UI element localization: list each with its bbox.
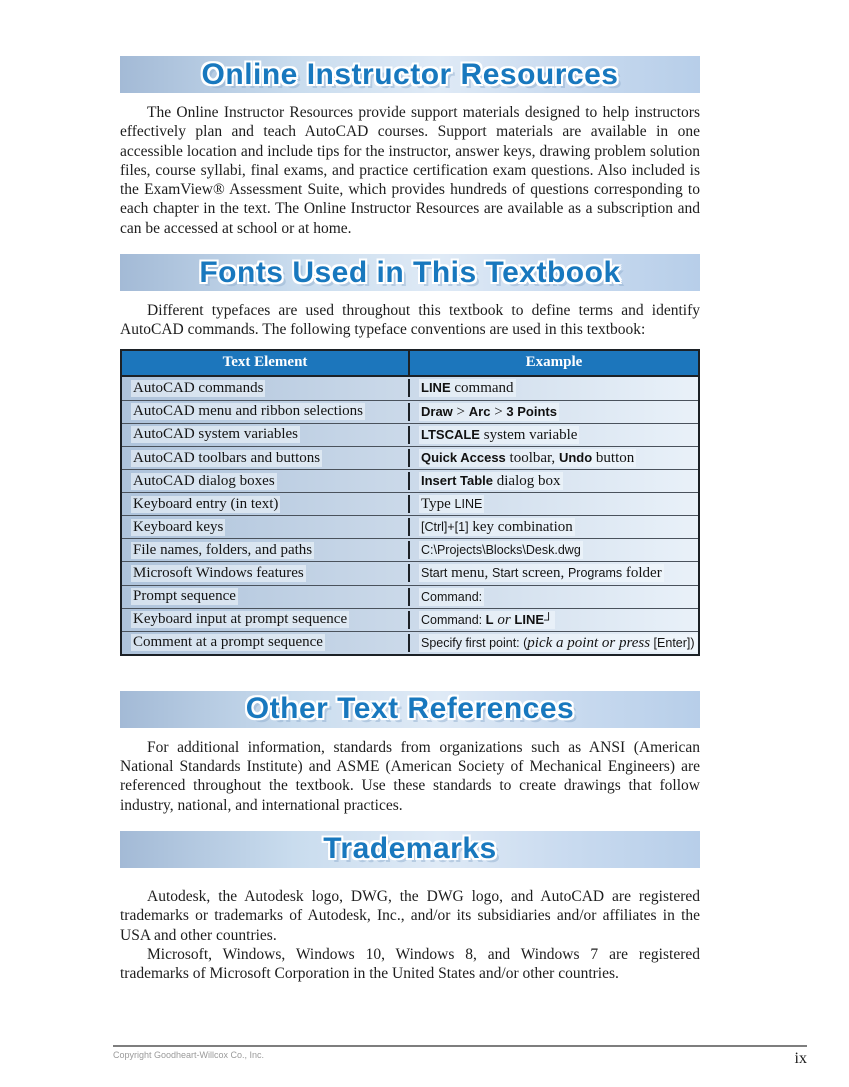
table-cell-example — [408, 495, 698, 513]
text-element-label: AutoCAD toolbars and buttons — [133, 449, 321, 466]
example-text — [419, 472, 563, 490]
example-text — [419, 379, 516, 397]
table-header-row — [122, 351, 698, 377]
text-element-label: AutoCAD dialog boxes — [133, 472, 275, 489]
text-element-label: Keyboard keys — [133, 518, 224, 535]
text-element-label: Keyboard entry (in text) — [133, 495, 279, 512]
example-segment: Insert Table — [421, 473, 494, 489]
table-cell-text-element — [122, 542, 408, 559]
table-row — [122, 561, 698, 584]
section-banner-online-instructor-resources — [120, 56, 700, 93]
paragraph-online-instructor-resources: The Online Instructor Resources provide support materials designed to help instructors effectively plan and teach AutoCAD courses. Support materials are available in one accessible location and include tips for the instructor, answer keys, drawing problem solution files, course syllabi, final exams, and practice certification exam questions. Also included is the ExamView® Assessment Suite, which provides hundreds of questions corresponding to each chapter in the text. The Online Instructor Resources are available as a subscription and can be accessed at school or at home. — [120, 104, 700, 237]
table-cell-text-element — [122, 611, 408, 628]
table-row — [122, 492, 698, 515]
example-segment: Quick Access — [421, 450, 506, 465]
example-segment: Undo — [558, 450, 593, 465]
copyright-text: Copyright Goodheart-Willcox Co., Inc. — [113, 1050, 265, 1060]
example-segment: toolbar, — [505, 450, 559, 466]
table-cell-example — [408, 564, 698, 582]
table-header-cell: Example — [408, 351, 698, 375]
example-segment: Draw — [421, 403, 453, 419]
example-segment: command — [450, 380, 514, 397]
example-text — [419, 449, 636, 467]
text-element-label: AutoCAD system variables — [133, 426, 298, 443]
table-cell-example — [408, 541, 698, 559]
table-cell-example — [408, 379, 698, 397]
table-row — [122, 446, 698, 469]
example-text — [419, 611, 555, 629]
table-row — [122, 538, 698, 561]
example-segment: L — [485, 611, 494, 627]
example-text — [419, 518, 575, 536]
example-segment: Type — [421, 496, 455, 513]
table-row — [122, 608, 698, 631]
example-text — [419, 403, 559, 421]
table-cell-text-element — [122, 519, 408, 536]
example-segment: [Enter] — [650, 635, 691, 650]
section-title: Other Text References — [245, 692, 575, 726]
example-segment: dialog box — [493, 473, 561, 490]
table-cell-example — [408, 518, 698, 536]
example-segment: ) — [690, 635, 695, 650]
fonts-table — [120, 349, 700, 656]
table-row — [122, 423, 698, 446]
table-cell-example — [408, 449, 698, 467]
table-row — [122, 585, 698, 608]
example-segment: > — [490, 403, 507, 420]
table-cell-example — [408, 634, 698, 652]
example-segment: Start — [491, 566, 519, 581]
text-element-label: AutoCAD menu and ribbon selections — [133, 403, 363, 420]
example-text — [419, 426, 579, 444]
example-segment: Programs — [567, 566, 623, 581]
table-cell-text-element — [122, 403, 408, 420]
example-text — [419, 588, 484, 606]
table-cell-text-element — [122, 588, 408, 605]
example-segment: button — [592, 450, 635, 466]
text-element-label: Keyboard input at prompt sequence — [133, 611, 348, 628]
section-title: Fonts Used in This Textbook — [199, 255, 621, 289]
example-segment: key combination — [468, 519, 573, 536]
table-cell-text-element — [122, 426, 408, 443]
section-banner-other-text-references — [120, 691, 700, 728]
example-segment: system variable — [479, 426, 578, 443]
paragraph-fonts-used: Different typefaces are used throughout this textbook to define terms and identify AutoCAD commands. The following typeface conventions are used in this textbook: — [120, 302, 700, 339]
section-title: Online Instructor Resources — [201, 57, 619, 91]
section-banner-trademarks — [120, 831, 700, 868]
table-cell-text-element — [122, 496, 408, 513]
example-segment: Start — [421, 566, 448, 581]
example-segment: > — [452, 403, 469, 420]
example-segment: Arc — [468, 403, 491, 419]
paragraph-trademarks-autodesk: Autodesk, the Autodesk logo, DWG, the DWG logo, and AutoCAD are registered trademarks or trademarks of Autodesk, Inc., and/or its subsidiaries and/or affiliates in the USA and other countries. — [120, 887, 700, 944]
example-segment: LINE — [454, 497, 483, 512]
table-header-cell: Text Element — [222, 354, 308, 371]
text-element-label: File names, folders, and paths — [133, 541, 313, 558]
example-segment: 3 Points — [506, 403, 557, 419]
example-segment: Command: — [421, 589, 483, 604]
example-segment: LTSCALE — [421, 426, 480, 442]
page-number: ix — [794, 1050, 807, 1067]
page-footer — [113, 1045, 807, 1068]
example-segment: LINE — [421, 380, 451, 396]
text-element-label: Comment at a prompt sequence — [133, 634, 323, 651]
example-segment: LINE┘ — [514, 611, 554, 627]
section-banner-fonts-used — [120, 254, 700, 291]
example-segment: or — [497, 611, 511, 628]
table-cell-text-element — [122, 634, 408, 651]
table-row — [122, 377, 698, 400]
example-text — [419, 634, 697, 652]
example-segment: folder — [622, 565, 662, 582]
table-cell-text-element — [122, 473, 408, 490]
table-cell-text-element — [122, 380, 408, 397]
example-segment: menu, — [447, 565, 492, 582]
table-cell-example — [408, 611, 698, 629]
text-element-label: Prompt sequence — [133, 588, 236, 605]
example-segment: Specify first point: ( — [421, 635, 528, 650]
text-element-label: Microsoft Windows features — [133, 564, 304, 581]
table-cell-text-element — [122, 450, 408, 467]
table-row — [122, 631, 698, 654]
section-title: Trademarks — [323, 832, 497, 866]
table-cell-example — [408, 403, 698, 421]
table-cell-example — [408, 426, 698, 444]
table-cell-text-element — [122, 565, 408, 582]
text-element-label: AutoCAD commands — [133, 379, 264, 396]
paragraph-trademarks-microsoft: Microsoft, Windows, Windows 10, Windows 8, and Windows 7 are registered trademarks of Microsoft Corporation in the United States and/or other countries. — [120, 945, 700, 983]
table-row — [122, 515, 698, 538]
example-segment: Command: — [421, 612, 486, 627]
table-cell-example — [408, 588, 698, 606]
page-content — [120, 0, 700, 983]
example-segment: screen, — [518, 565, 568, 582]
table-row — [122, 400, 698, 423]
example-text — [419, 564, 664, 582]
example-segment: C:\Projects\Blocks\Desk.dwg — [421, 543, 581, 558]
table-row — [122, 469, 698, 492]
example-segment: [Ctrl]+[1] — [421, 520, 469, 535]
example-text — [419, 541, 583, 559]
example-segment: pick a point or press — [527, 634, 651, 651]
paragraph-other-text-references: For additional information, standards from organizations such as ANSI (American National Standards Institute) and ASME (American Society of Mechanical Engineers) are referenced throughout the textbook. Use these standards to create drawings that follow industry, national, and international practices. — [120, 738, 700, 814]
table-cell-example — [408, 472, 698, 490]
example-text — [419, 495, 484, 513]
